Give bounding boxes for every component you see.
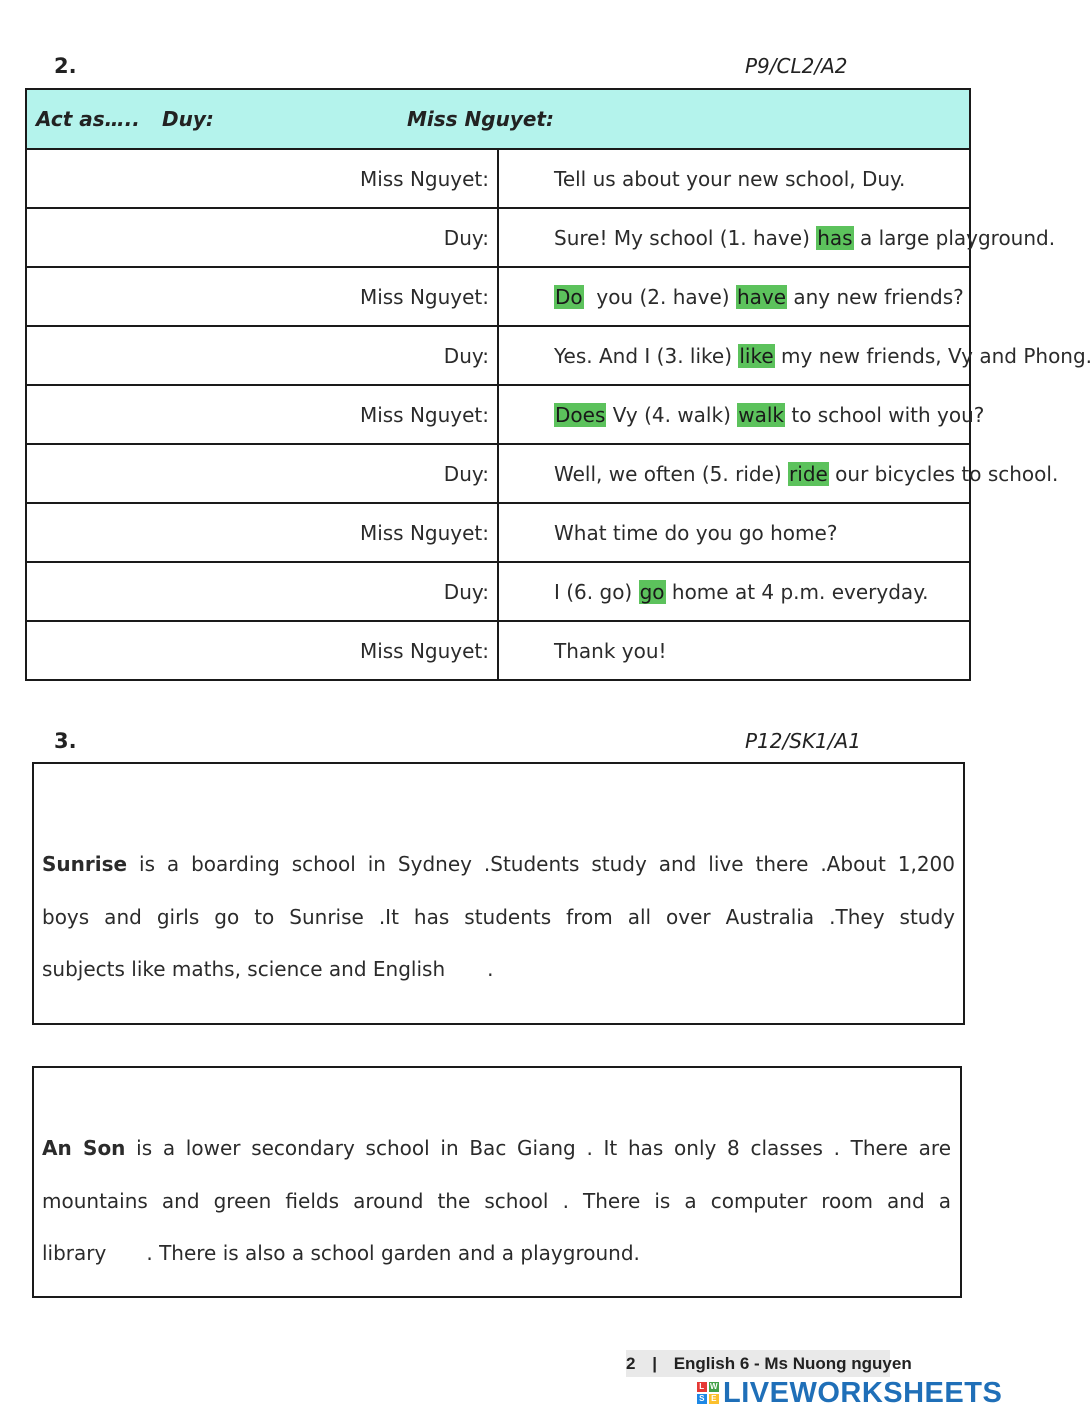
anson-sentence-1: is a lower secondary school in Bac Giang — [125, 1136, 576, 1160]
footer-bar — [626, 1350, 912, 1377]
answer-field[interactable]: ride — [789, 461, 828, 486]
dialogue-header-row — [26, 89, 970, 149]
speaker-cell: Miss Nguyet: — [26, 503, 498, 562]
anson-sentence-4b: library — [42, 1241, 107, 1265]
dialogue-row — [26, 326, 970, 385]
dialogue-text: our bicycles to school. — [828, 461, 1059, 486]
sunrise-paragraph — [42, 838, 955, 996]
speaker-cell: Duy: — [26, 562, 498, 621]
anson-paragraph — [42, 1122, 951, 1280]
dialogue-row — [26, 385, 970, 444]
dialogue-text: Thank you! — [554, 638, 667, 663]
sunrise-sentence-5: .They study — [829, 904, 955, 929]
anson-line-1 — [42, 1122, 951, 1175]
speaker-cell: Duy: — [26, 208, 498, 267]
dialogue-text: What time do you go home? — [554, 520, 838, 545]
sunrise-sentence-3b: boys and girls go to Sunrise — [42, 904, 364, 929]
anson-line-2 — [42, 1175, 951, 1228]
role-miss-nguyet-option[interactable]: Miss Nguyet: — [407, 107, 554, 131]
anson-line-3 — [42, 1227, 951, 1280]
dialogue-text: home at 4 p.m. everyday. — [665, 579, 929, 604]
sunrise-sentence-5b: subjects like maths, science and English — [42, 957, 446, 981]
dialogue-text: any new friends? — [787, 284, 964, 309]
dialogue-text: to school with you? — [785, 402, 985, 427]
sunrise-sentence-2: .Students study and live there — [483, 852, 809, 876]
dialogue-line-cell — [498, 267, 970, 326]
speaker-cell: Miss Nguyet: — [26, 267, 498, 326]
dialogue-row — [26, 444, 970, 503]
anson-sentence-3: . There are — [833, 1136, 952, 1160]
answer-field[interactable]: walk — [738, 402, 784, 427]
sunrise-name: Sunrise — [42, 852, 128, 876]
dialogue-text: Tell us about your new school, Duy. — [554, 166, 906, 191]
dialogue-text: Yes. And I (3. like) — [554, 343, 739, 368]
anson-name: An Son — [42, 1136, 126, 1160]
dialogue-text: I (6. go) — [554, 579, 639, 604]
dialogue-text: you (2. have) — [583, 284, 736, 309]
act-as-label: Act as….. — [36, 107, 140, 131]
logo-text: LIVEWORKSHEETS — [723, 1376, 1003, 1409]
dialogue-text: Well, we often (5. ride) — [554, 461, 789, 486]
anson-sentence-4: . There is a computer room and a — [562, 1188, 952, 1213]
speaker-cell: Miss Nguyet: — [26, 385, 498, 444]
speaker-cell: Miss Nguyet: — [26, 621, 498, 680]
role-duy-option[interactable]: Duy: — [162, 107, 214, 131]
dialogue-line-cell — [498, 621, 970, 680]
dialogue-line-cell — [498, 326, 1092, 385]
section-3-number: 3. — [54, 729, 77, 753]
dialogue-text: my new friends, Vy and Phong. — [774, 343, 1092, 368]
section-2-number: 2. — [54, 54, 77, 78]
dialogue-line-cell — [498, 503, 970, 562]
section-3-code: P12/SK1/A1 — [745, 729, 861, 753]
dialogue-row — [26, 208, 970, 267]
dialogue-row — [26, 562, 970, 621]
sunrise-line-2 — [42, 891, 955, 944]
liveworksheets-logo — [697, 1376, 1002, 1410]
sunrise-line-1 — [42, 838, 955, 891]
dialogue-body — [26, 149, 1092, 680]
dialogue-text: Vy (4. walk) — [606, 402, 738, 427]
speaker-cell: Duy: — [26, 326, 498, 385]
answer-field[interactable]: Do — [555, 284, 583, 309]
sunrise-final-stop: . — [487, 957, 494, 981]
dialogue-header-cell — [26, 89, 970, 149]
answer-field[interactable]: have — [736, 284, 787, 309]
answer-field[interactable]: like — [739, 343, 774, 368]
footer-page-number: 2 — [626, 1354, 636, 1373]
dialogue-text: Sure! My school (1. have) — [554, 225, 817, 250]
dialogue-text: a large playground. — [853, 225, 1056, 250]
anson-sentence-5: . There is also a school garden and a playground. — [146, 1241, 640, 1265]
speaker-cell: Miss Nguyet: — [26, 149, 498, 208]
sunrise-sentence-4: .It has students from all over Australia — [378, 904, 815, 929]
logo-grid-icon: L W S E — [697, 1382, 719, 1404]
dialogue-row — [26, 149, 970, 208]
dialogue-line-cell — [498, 444, 1059, 503]
answer-field[interactable]: has — [817, 225, 853, 250]
anson-sentence-2: . It has only 8 classes — [586, 1136, 823, 1160]
dialogue-row — [26, 267, 970, 326]
dialogue-line-cell — [498, 385, 985, 444]
answer-field[interactable]: Does — [555, 402, 606, 427]
sunrise-sentence-1: is a boarding school in Sydney — [127, 852, 472, 876]
footer-separator: | — [652, 1354, 657, 1373]
dialogue-row — [26, 621, 970, 680]
sunrise-line-3 — [42, 943, 955, 996]
sunrise-sentence-3: .About 1,200 — [820, 852, 956, 876]
answer-field[interactable]: go — [639, 579, 665, 604]
speaker-cell: Duy: — [26, 444, 498, 503]
dialogue-line-cell — [498, 208, 1056, 267]
dialogue-row — [26, 503, 970, 562]
anson-sentence-3b: mountains and green fields around the school — [42, 1188, 549, 1213]
dialogue-table — [25, 88, 1092, 681]
section-2-code: P9/CL2/A2 — [745, 54, 848, 78]
dialogue-line-cell — [498, 149, 970, 208]
dialogue-line-cell — [498, 562, 970, 621]
footer-title: English 6 - Ms Nuong nguyen — [673, 1354, 912, 1373]
